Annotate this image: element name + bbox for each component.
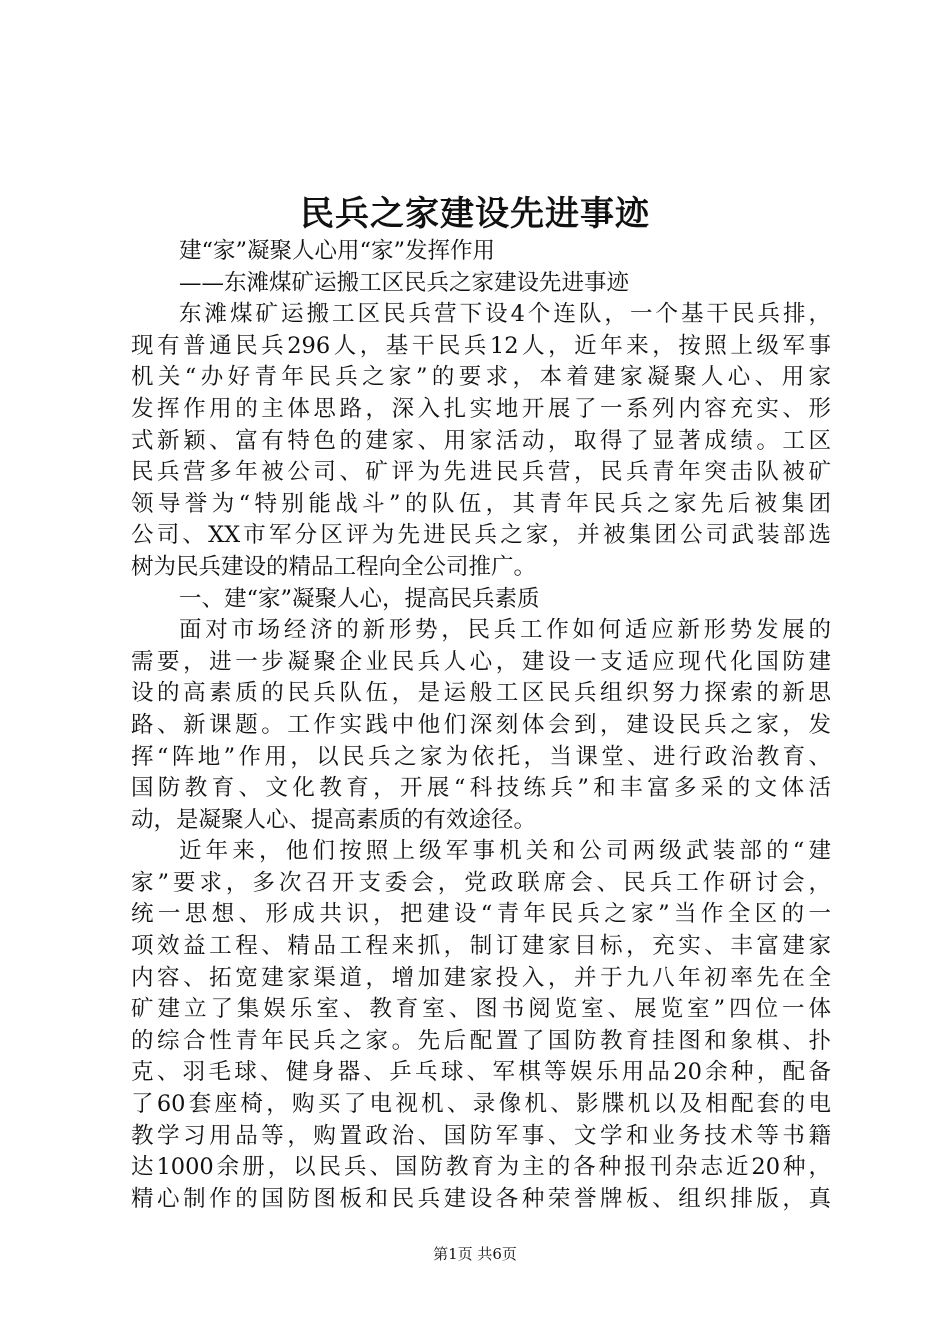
- text-line: 动，是凝聚人心、提高素质的有效途径。: [131, 806, 537, 833]
- text-line: 树为民兵建设的精品工程向全公司推广。: [131, 553, 537, 580]
- text-line: 克、羽毛球、健身器、乒乓球、军棋等娱乐用品20余种，配备: [131, 1059, 831, 1086]
- text-line: 了60套座椅，购买了电视机、录像机、影牒机以及相配套的电: [131, 1091, 831, 1118]
- text-line: 机关“办好青年民兵之家”的要求，本着建家凝聚人心、用家: [131, 364, 831, 391]
- text-line: 统一思想、形成共识，把建设“青年民兵之家”当作全区的一: [131, 901, 831, 928]
- document-title: 民兵之家建设先进事迹: [300, 194, 650, 234]
- text-line: 项效益工程、精品工程来抓，制订建家目标，充实、丰富建家: [131, 933, 831, 960]
- text-line: 民兵营多年被公司、矿评为先进民兵营，民兵青年突击队被矿: [131, 459, 831, 486]
- text-line: 国防教育、文化教育，开展“科技练兵”和丰富多采的文体活: [131, 775, 831, 802]
- text-line: 挥“阵地”作用，以民兵之家为依托，当课堂、进行政治教育、: [131, 743, 831, 770]
- text-line: 的综合性青年民兵之家。先后配置了国防教育挂图和象棋、扑: [131, 1027, 831, 1054]
- text-line: 路、新课题。工作实践中他们深刻体会到，建设民兵之家，发: [131, 711, 831, 738]
- text-line: ——东滩煤矿运搬工区民兵之家建设先进事迹: [179, 269, 630, 296]
- text-line: 矿建立了集娱乐室、教育室、图书阅览室、展览室”四位一体: [131, 996, 831, 1023]
- text-line: 公司、XX市军分区评为先进民兵之家，并被集团公司武装部选: [131, 522, 831, 549]
- text-line: 领导誉为“特别能战斗”的队伍，其青年民兵之家先后被集团: [131, 490, 831, 517]
- text-line: 一、建“家”凝聚人心，提高民兵素质: [179, 585, 540, 612]
- text-line: 面对市场经济的新形势，民兵工作如何适应新形势发展的: [179, 617, 831, 644]
- text-line: 现有普通民兵296人，基干民兵12人，近年来，按照上级军事: [131, 332, 831, 359]
- text-line: 近年来，他们按照上级军事机关和公司两级武装部的“建: [179, 838, 831, 865]
- text-line: 内容、拓宽建家渠道，增加建家投入，并于九八年初率先在全: [131, 964, 831, 991]
- text-line: 需要，进一步凝聚企业民兵人心，建设一支适应现代化国防建: [131, 648, 831, 675]
- text-line: 达1000余册，以民兵、国防教育为主的各种报刊杂志近20种，: [131, 1154, 831, 1181]
- text-line: 教学习用品等，购置政治、国防军事、文学和业务技术等书籍: [131, 1122, 831, 1149]
- text-line: 式新颖、富有特色的建家、用家活动，取得了显著成绩。工区: [131, 427, 831, 454]
- text-line: 东滩煤矿运搬工区民兵营下设4个连队，一个基干民兵排，: [179, 301, 831, 328]
- text-line: 精心制作的国防图板和民兵建设各种荣誉牌板、组织排版，真: [131, 1185, 831, 1212]
- text-line: 设的高素质的民兵队伍，是运般工区民兵组织努力探索的新思: [131, 680, 831, 707]
- page-footer: 第1页 共6页: [433, 1245, 517, 1263]
- document-body: [131, 236, 831, 1215]
- text-line: 家”要求，多次召开支委会，党政联席会、民兵工作研讨会，: [131, 869, 831, 896]
- text-line: 建“家”凝聚人心用“家”发挥作用: [179, 238, 496, 264]
- text-line: 发挥作用的主体思路，深入扎实地开展了一系列内容充实、形: [131, 395, 831, 422]
